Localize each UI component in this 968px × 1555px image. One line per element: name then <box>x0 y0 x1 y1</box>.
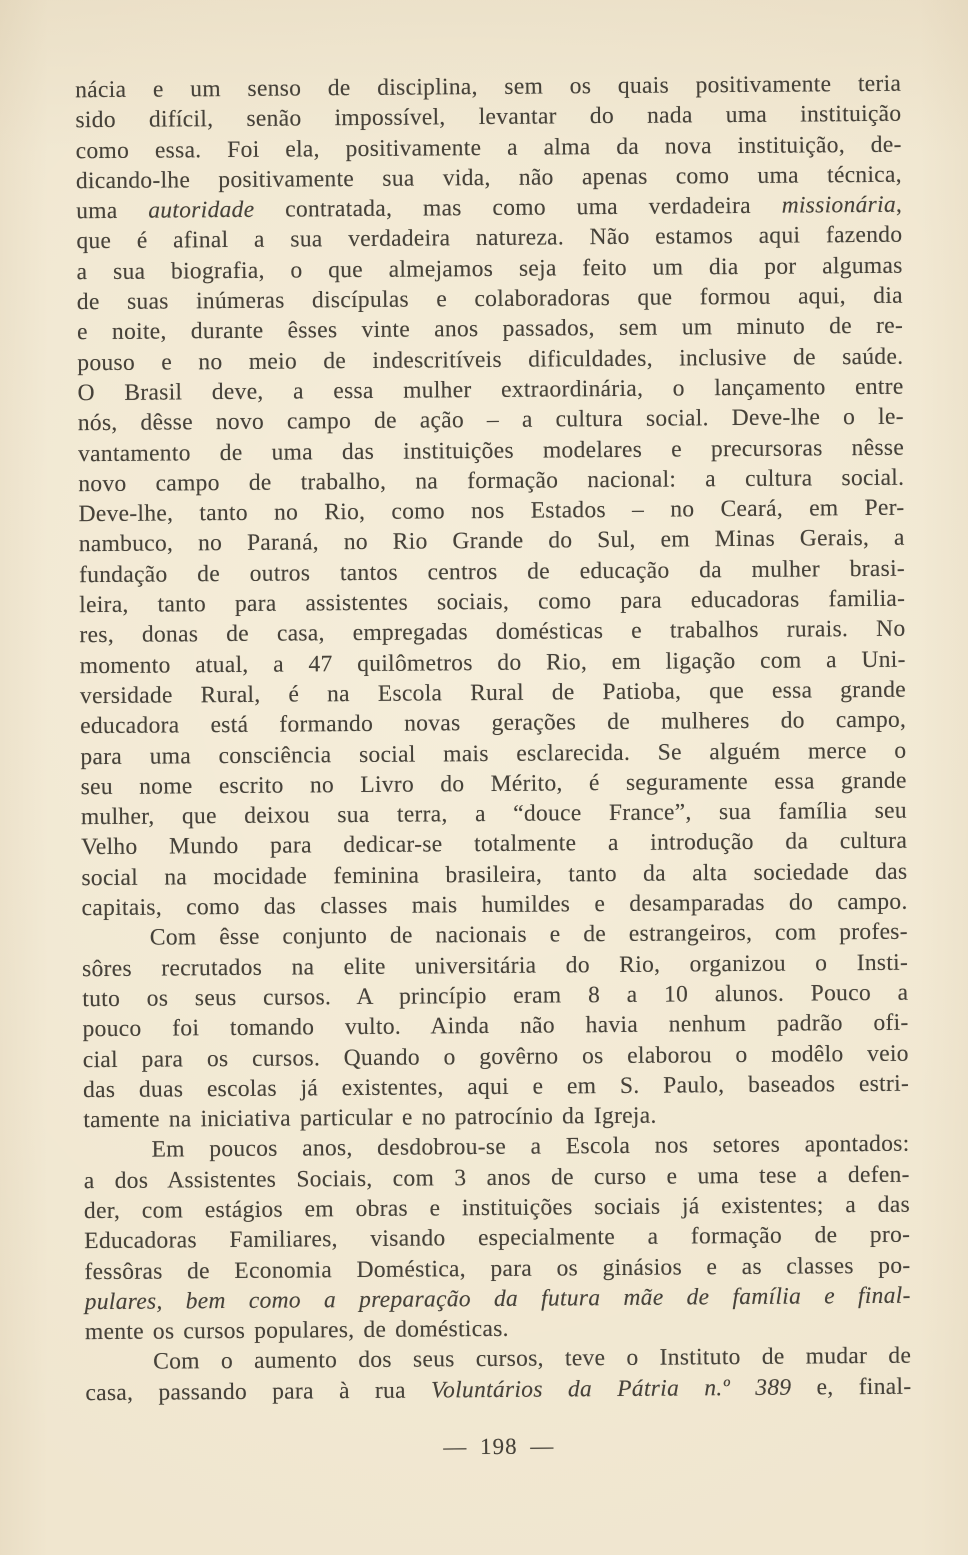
text-line: social na mocidade feminina brasileira, tanto da alta sociedade das <box>81 858 908 891</box>
text-line: tuto os seus cursos. A princípio eram 8 a 10 alunos. Pouco a <box>82 979 909 1013</box>
text-line: vantamento de uma das instituições modelares e precursoras nêsse <box>77 434 905 467</box>
text-line: O Brasil deve, a essa mulher extraordinária, o lançamento entre <box>77 373 904 407</box>
text-line: der, com estágios em obras e instituições sociais já existentes; a das <box>83 1191 911 1225</box>
text-line: como essa. Foi ela, positivamente a alma da nova instituição, de- <box>75 131 902 164</box>
text-line: mente os cursos populares, de domésticas. <box>84 1315 509 1346</box>
text-line: dicando-lhe positivamente sua vida, não apenas como uma técnica, <box>75 161 902 195</box>
text-line: pouso e no meio de indescritíveis dificuldades, inclusive de saúde. <box>77 343 904 376</box>
text-line: para uma consciência social mais esclarecida. Se alguém merce o <box>80 737 907 770</box>
text-line: seu nome escrito no Livro do Mérito, é seguramente essa grande <box>80 767 907 800</box>
text-line: a sua biografia, o que almejamos seja feito um dia por algumas <box>76 252 903 285</box>
text-line: novo campo de trabalho, na formação nacional: a cultura social. <box>78 464 905 498</box>
text-line: Em poucos anos, desdobrou-se a Escola nos setores apontados: <box>151 1131 910 1164</box>
text-line: educadora está formando novas gerações de mulheres do campo, <box>80 706 907 740</box>
text-line: a dos Assistentes Sociais, com 3 anos de curso e uma tese a defen- <box>83 1161 910 1194</box>
text-line: Com êsse conjunto de nacionais e de estrangeiros, com profes- <box>149 918 908 951</box>
text-line: capitais, como das classes mais humildes e desamparadas do campo. <box>81 888 908 922</box>
text-line: Com o aumento dos seus cursos, teve o Instituto de mudar de <box>153 1343 912 1376</box>
text-line: Velho Mundo para dedicar-se totalmente a introdução da cultura <box>81 828 908 861</box>
text-line: casa, passando para à rua Voluntários da Pátria n.º 389 e, final- <box>85 1373 912 1406</box>
text-line: sido difícil, senão impossível, levantar do nada uma instituição <box>75 101 902 134</box>
text-line: sôres recrutados na elite universitária do Rio, organizou o Insti- <box>81 949 909 982</box>
text-line: mulher, que deixou sua terra, a “douce France”, sua família seu <box>80 797 907 831</box>
text-block <box>75 69 911 1409</box>
text-line: momento atual, a 47 quilômetros do Rio, em ligação com a Uni- <box>79 646 906 679</box>
text-line: uma autoridade contratada, mas como uma verdadeira missionária, <box>76 191 903 225</box>
text-line: Educadoras Familiares, visando especialmente a formação de pro- <box>84 1221 911 1255</box>
text-line: versidade Rural, é na Escola Rural de Patioba, que essa grande <box>79 676 907 710</box>
text-line: Deve-lhe, tanto no Rio, como nos Estados – no Ceará, em Per- <box>78 494 905 528</box>
text-line: tamente na iniciativa particular e no patrocínio da Igreja. <box>83 1102 657 1134</box>
text-line: fessôras de Economia Doméstica, para os ginásios e as classes po- <box>84 1252 911 1285</box>
text-line: que é afinal a sua verdadeira natureza. Não estamos aqui fazendo <box>76 222 903 255</box>
text-line: nácia e um senso de disciplina, sem os quais positivamente teria <box>75 70 902 104</box>
text-line: e noite, durante êsses vinte anos passados, sem um minuto de re- <box>77 313 904 346</box>
text-line: leira, tanto para assistentes sociais, como para educadoras familia- <box>79 585 906 619</box>
text-line: de suas inúmeras discípulas e colaboradoras que formou aqui, dia <box>76 282 903 316</box>
text-line: pulares, bem como a preparação da futura mãe de família e final- <box>84 1282 911 1316</box>
text-line: nambuco, no Paraná, no Rio Grande do Sul, em Minas Gerais, a <box>78 525 905 558</box>
text-line: fundação de outros tantos centros de educação da mulher brasi- <box>78 555 906 588</box>
page-number: — 198 — <box>443 1433 555 1460</box>
text-line: das duas escolas já existentes, aqui e em S. Paulo, baseados estri- <box>82 1070 910 1103</box>
text-line: pouco foi tomando vulto. Ainda não havia nenhum padrão ofi- <box>82 1009 909 1043</box>
text-line: cial para os cursos. Quando o govêrno os elaborou o modêlo veio <box>82 1040 909 1073</box>
text-line: nós, dêsse novo campo de ação – a cultura social. Deve-lhe o le- <box>77 403 904 437</box>
text-line: res, donas de casa, empregadas domésticas e trabalhos rurais. No <box>79 616 906 649</box>
